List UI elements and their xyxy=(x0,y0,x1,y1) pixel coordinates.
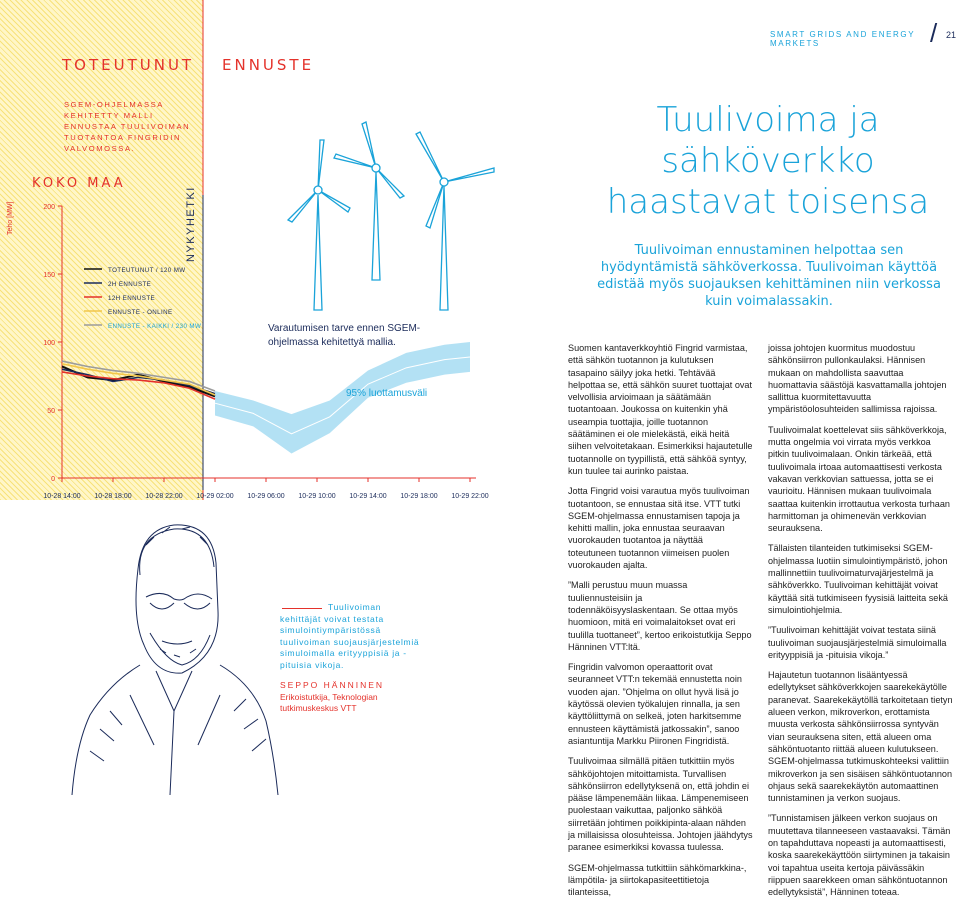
portrait-sketch xyxy=(70,515,280,795)
turbine-1 xyxy=(288,140,350,310)
x-tick-label: 10-28 22:00 xyxy=(145,493,183,500)
legend-label: ENNUSTE - ONLINE xyxy=(108,309,173,316)
quote-role: Erikoistutkija, Teknologian tutkimuskeskus VTT xyxy=(280,692,378,713)
turbine-2 xyxy=(334,122,404,280)
sidebar-quote: Tuulivoiman kehittäjät voivat testata simulointiympäristössä tuulivoiman suojausjärjestelmiä simuloimalla erityyppisiä ja -pituisia vikoja. xyxy=(280,602,420,670)
legend-label: 2H ENNUSTE xyxy=(108,281,152,288)
nykyhetki-label: NYKYHETKI xyxy=(185,186,197,262)
x-tick-label: 10-29 22:00 xyxy=(451,493,489,500)
chart-legend xyxy=(84,267,201,330)
article-column-1 xyxy=(568,342,753,906)
legend-label: ENNUSTE - KAIKKI / 230 MW xyxy=(108,323,202,330)
chart-x-ticks xyxy=(43,478,488,500)
x-tick-label: 10-29 02:00 xyxy=(196,493,234,500)
section-header: SMART GRIDS AND ENERGY MARKETS xyxy=(770,30,916,48)
confidence-band xyxy=(215,342,470,454)
legend-label: 12H ENNUSTE xyxy=(108,295,156,302)
x-tick-label: 10-28 18:00 xyxy=(94,493,132,500)
quote-name: SEPPO HÄNNINEN xyxy=(280,680,385,690)
toteutunut-heading: TOTEUTUNUT xyxy=(62,56,195,74)
header-slash: / xyxy=(930,18,938,48)
portrait-shading xyxy=(90,699,266,761)
legend-label: TOTEUTUNUT / 120 MW xyxy=(108,267,186,274)
article-paragraph: Jotta Fingrid voisi varautua myös tuulivoiman tuotantoon, se ennustaa sitä itse. VTT tutki SGEM-ohjelmassa ennustamisen tapoja ja kehitti mallin, joka ennustaa seuraavan vuorokauden tuotantoa ja näyttää toteutuneen tuotannon viimeisen puolen vuorokauden ajalta. xyxy=(568,486,750,571)
y-axis-label: Teho [MW] xyxy=(7,201,14,235)
article-paragraph: Suomen kantaverkkoyhtiö Fingrid varmistaa, että sähkön tuotannon ja kulutuksen tasapaino säilyy joka hetki. Tehtävää helpottaa se, että sähkön suuret tuottajat ovat velvollisia arvioimaan ja säätämään tuotantoaan. Joukossa on kuitenkin yhä useampia tuottajia, joille tuotannon säätäminen ei ole mielekästä, eikä heitä siihen velvoitetakaan. Esimerkiksi hajautetulle tuotannolle on tyypillistä, että sähköä syntyy, kun tuulee tai aurinko paistaa. xyxy=(568,343,753,476)
chart-series xyxy=(62,361,215,399)
article-paragraph: Tuulivoimalat koettelevat siis sähköverkkoja, mutta ongelmia voi virrata myös verkkoa pitkin tuulivoimalaan. Onkin tärkeää, että tuulivoimala irtoaa automaattisesti verkosta vakavan verkkovian sattuessa, jotta se ei vaurioitu. Hännisen mukaan tuulivoimala saattaa kuitenkin irrottautua verkosta turhaan harmittoman ja ohimenevän verkkovian seurauksena. xyxy=(768,424,950,534)
y-tick-label: 100 xyxy=(43,340,55,347)
x-tick-label: 10-29 18:00 xyxy=(400,493,438,500)
article-paragraph: ”Tuulivoiman kehittäjät voivat testata siinä tuulivoiman suojausjärjestelmiä simuloimalla erityyppisiä ja -pituisia vikoja.” xyxy=(768,625,947,660)
y-tick-label: 0 xyxy=(51,476,55,483)
article-paragraph: Tällaisten tilanteiden tutkimiseksi SGEM-ohjelmassa luotiin simulointiympäristö, johon mallinnettiin tuulivoimaturvajärjestelmä ja sähköverkko. Tuulivoiman kehittäjät voivat käyttää sitä tutkimiseen fyysisiä laitteita sekä simulointiohjelmia. xyxy=(768,543,948,615)
article-paragraph: ”Malli perustuu muun muassa tuuliennusteisiin ja todennäköisyyslaskentaan. Se ottaa myös huomioon, mitä eri voimalaitokset ovat eri tuulilla tuottaneet”, kertoo erikoistutkija Seppo Hänninen VTT:ltä. xyxy=(568,580,752,652)
ennuste-heading: ENNUSTE xyxy=(222,56,315,74)
portrait-glasses xyxy=(146,593,212,609)
x-tick-label: 10-29 14:00 xyxy=(349,493,387,500)
region-title: KOKO MAA xyxy=(32,176,126,191)
chart-description: SGEM-OHJELMASSA KEHITETTY MALLI ENNUSTAA TUULIVOIMAN TUOTANTOA FINGRIDIN VALVOMOSSA. xyxy=(64,100,191,153)
y-tick-label: 50 xyxy=(47,408,55,415)
article-column-2 xyxy=(768,342,954,906)
article-paragraph: Fingridin valvomon operaattorit ovat seuranneet VTT:n tekemää ennustetta noin vuoden ajan. ”Ohjelma on ollut hyvä lisä jo käytössä olevien työkalujen rinnalla, ja sen käyttöliittymä on selkeä, joten harkitsemme ennusteen käyttämistä jatkossakin”, sanoo asiantuntija Markku Piironen Fingridistä. xyxy=(568,662,742,746)
portrait-shoulders xyxy=(72,665,278,795)
series-line-1 xyxy=(62,366,215,396)
portrait-face xyxy=(136,525,218,673)
portrait-collar xyxy=(130,671,220,795)
confidence-label: 95% luottamusväli xyxy=(346,388,428,399)
article-paragraph: ”Tunnistamisen jälkeen verkon suojaus on muutettava tilanneeseen vastaavaksi. Tämän on tapahduttava nopeasti ja automaattisesti, koska saarekekäyttöön siirtyminen ja takaisin voi tapahtua useita kertoja päivässäkin riippuen saarekkeen oman sähköntuotannon edellytyksistä”, Hänninen toteaa. xyxy=(768,813,951,898)
x-tick-label: 10-29 10:00 xyxy=(298,493,336,500)
article-lede: Tuulivoiman ennustaminen helpottaa sen hyödyntämistä sähköverkossa. Tuulivoiman käyttöä edistää myös suojauksen kehittäminen niin verkossa kuin voimalassakin. xyxy=(597,243,941,309)
page-number: 21 xyxy=(946,30,957,40)
article-paragraph: joissa johtojen kuormitus muodostuu sähkönsiirron pullonkaulaksi. Hännisen mukaan on mahdollista saavuttaa huomattavia säästöjä kasvattamalla johtojen sallittua kuormitettavuutta ympäristöolosuhteiden sallimissa rajoissa. xyxy=(768,343,947,415)
article-paragraph: Hajautetun tuotannon lisääntyessä edellytykset sähköverkkojen saarekekäytölle paranevat. Saarekekäytöllä tarkoitetaan tietyn alueen verkon, mikroverkon, erottamista muusta verkosta sähkönsiirrossa syntyvän vian seurauksena siten, että alueen oma sähköntuotanto riittää alueen kulutukseen. SGEM-ohjelmassa tutkimuskohteeksi valittiin mikroverkon ja sen sisäisen sähköntuotannon ohjaus sekä saarekekäytön automaattinen tunnistaminen ja verkon suojaus. xyxy=(768,670,953,804)
y-tick-label: 200 xyxy=(43,204,55,211)
article-title-line: Tuulivoima ja xyxy=(656,100,880,140)
article-title-line: sähköverkko xyxy=(661,141,875,181)
article-title-line: haastavat toisensa xyxy=(606,182,930,222)
model-note: Varautumisen tarve ennen SGEM-ohjelmassa kehitettyä mallia. xyxy=(268,323,421,348)
wind-turbines-illustration xyxy=(280,110,520,350)
article-paragraph: SGEM-ohjelmassa tutkittiin sähkömarkkina-, lämpötila- ja siirtokapasiteettitietoja tilanteissa, xyxy=(568,862,747,898)
y-tick-label: 150 xyxy=(43,272,55,279)
article-paragraph: Tuulivoimaa silmällä pitäen tutkittiin myös sähköjohtojen mitoittamista. Turvallisen sähkönsiirron edellytyksenä on, että johdin ei pääse lämpenemään liikaa. Lämpenemiseen puolestaan vaikuttaa, paljonko sähköä siirretään johtimen poikkipinta-alaan nähden ja millaisissa olosuhteissa. Johtojen jäähdytys paranee esimerkiksi kovassa tuulessa. xyxy=(568,756,753,853)
turbine-3 xyxy=(416,132,494,310)
portrait-hair xyxy=(140,527,214,575)
x-tick-label: 10-28 14:00 xyxy=(43,493,81,500)
article-title xyxy=(598,100,938,223)
x-tick-label: 10-29 06:00 xyxy=(247,493,285,500)
chart-y-ticks xyxy=(43,204,62,483)
